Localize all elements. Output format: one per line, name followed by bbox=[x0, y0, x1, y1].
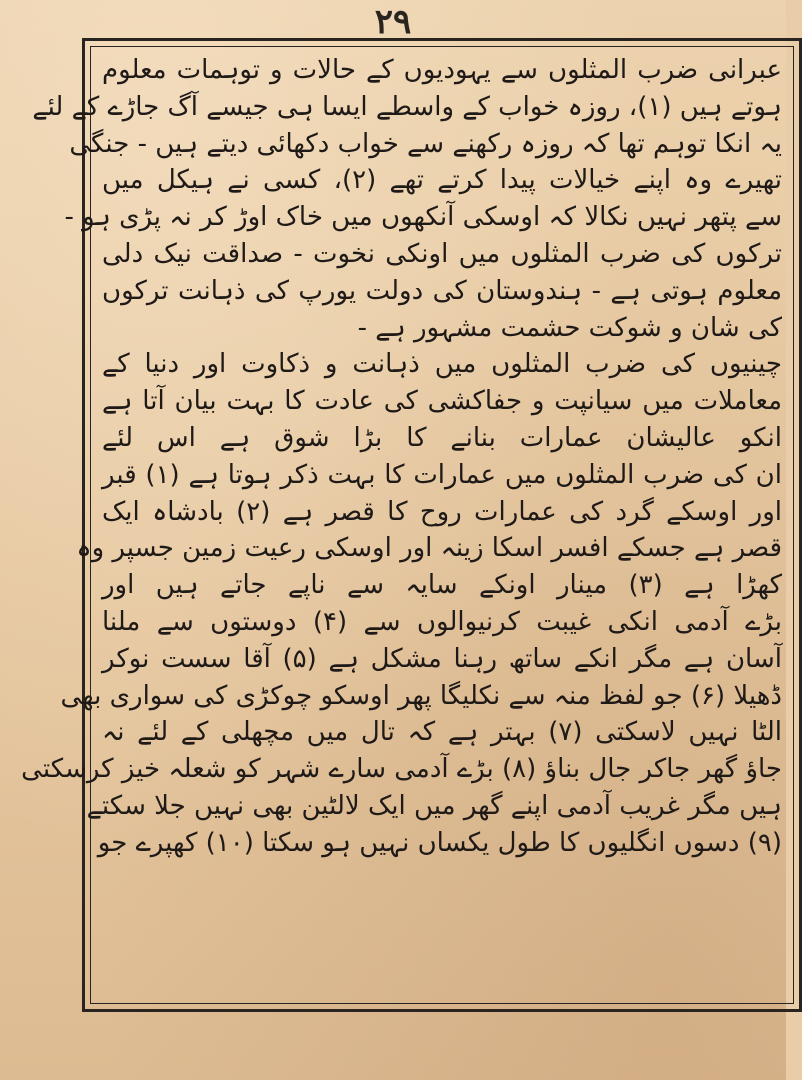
text-line-2: ہوتے ہیں (۱)، روزہ خواب کے واسطے ایسا ہی جیسے آگ جاڑے کے لئے bbox=[32, 91, 782, 122]
text-line-15: کھڑا ہے (۳) مینار اونکے سایہ سے ناپے جاتے ہیں اور bbox=[102, 570, 782, 601]
text-line-12: ان کی ضرب المثلوں میں عمارات کا بہت ذکر ہوتا ہے (۱) قبر bbox=[102, 459, 782, 490]
text-line-7: معلوم ہوتی ہے - ہندوستان کی دولت یورپ کی ذہانت ترکوں bbox=[102, 275, 782, 306]
text-line-9: چینیوں کی ضرب المثلوں میں ذہانت و ذکاوت اور دنیا کے bbox=[102, 349, 782, 380]
text-line-5: سے پتھر نہیں نکالا کہ اوسکی آنکھوں میں خاک اوڑ کر نہ پڑی ہو - bbox=[64, 202, 782, 233]
text-line-6: ترکوں کی ضرب المثلوں میں اونکی نخوت - صداقت نیک دلی bbox=[102, 238, 782, 269]
text-line-21: ہیں مگر غریب آدمی اپنے گھر میں ایک لالٹین بھی نہیں جلا سکتے bbox=[86, 790, 782, 821]
text-line-4: تھیرے وہ اپنے خیالات پیدا کرتے تھے (۲)، کسی نے ہیکل میں bbox=[102, 165, 782, 196]
text-line-1: عبرانی ضرب المثلوں سے یہودیوں کے حالات و توہمات معلوم bbox=[102, 55, 782, 85]
text-line-22: (۹) دسوں انگلیوں کا طول یکساں نہیں ہو سکتا (۱۰) کھپرے جو bbox=[97, 827, 782, 858]
text-line-20: جاؤ گھر جاکر جال بناؤ (۸) بڑے آدمی سارے شہر کو شعلہ خیز کرسکتی bbox=[21, 754, 782, 785]
text-line-8: کی شان و شوکت حشمت مشہور ہے - bbox=[357, 312, 782, 343]
text-line-19: الٹا نہیں لاسکتی (۷) بہتر ہے کہ تال میں مچھلی کے لئے نہ bbox=[102, 717, 782, 748]
text-line-10: معاملات میں سیانپت و جفاکشی کی عادت کا بہت بیان آتا ہے bbox=[102, 386, 782, 417]
page-number: ۲۹ bbox=[374, 2, 412, 42]
text-line-14: قصر ہے جسکے افسر اسکا زینہ اور اوسکی رعیت زمین جسپر وہ bbox=[76, 533, 782, 564]
text-line-16: بڑے آدمی انکی غیبت کرنیوالوں سے (۴) دوستوں سے ملنا bbox=[102, 606, 782, 637]
text-line-3: یہ انکا توہم تھا کہ روزہ رکھنے سے خواب دکھائی دیتے ہیں - جنگی bbox=[69, 128, 782, 159]
text-line-17: آسان ہے مگر انکے ساتھ رہنا مشکل ہے (۵) آقا سست نوکر bbox=[102, 643, 782, 674]
text-line-11: انکو عالیشان عمارات بنانے کا بڑا شوق ہے اس لئے bbox=[102, 422, 782, 453]
text-line-13: اور اوسکے گرد کی عمارات روح کا قصر ہے (۲) بادشاہ ایک bbox=[102, 496, 782, 527]
body-text bbox=[21, 52, 784, 1000]
text-line-18: ڈھیلا (۶) جو لفظ منہ سے نکلیگا پھر اوسکو چوکڑی کی سواری بھی bbox=[60, 680, 782, 711]
